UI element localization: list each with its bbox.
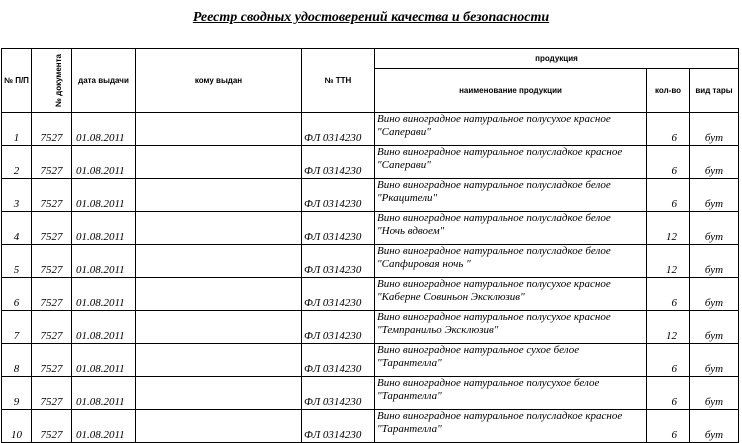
table-row xyxy=(2,410,739,443)
row-packaging: бут xyxy=(690,245,739,278)
row-doc-number: 7527 xyxy=(32,311,72,344)
row-doc-number: 7527 xyxy=(32,245,72,278)
row-quantity: 6 xyxy=(647,146,690,179)
table-row xyxy=(2,245,739,278)
product-name-line-2: "Ркацители" xyxy=(377,192,438,204)
row-packaging: бут xyxy=(690,344,739,377)
row-product-name xyxy=(375,377,647,410)
header-pack: вид тары xyxy=(690,69,739,113)
row-doc-number: 7527 xyxy=(32,113,72,146)
row-packaging: бут xyxy=(690,146,739,179)
row-number: 3 xyxy=(2,179,32,212)
header-row-top xyxy=(2,49,739,69)
row-ttn: ФЛ 0314230 xyxy=(302,146,375,179)
header-issued-to: кому выдан xyxy=(136,49,302,113)
document-title xyxy=(0,10,742,26)
product-name-line-1: Вино виноградное натуральное полусладкое белое xyxy=(377,179,611,191)
product-name-line-1: Вино виноградное натуральное полусухое белое xyxy=(377,377,600,389)
row-packaging: бут xyxy=(690,113,739,146)
table-row xyxy=(2,278,739,311)
row-issued-to xyxy=(136,212,302,245)
product-name-line-2: "Темпранильо Эксклюзив" xyxy=(377,324,499,336)
header-doc-label: № документа xyxy=(54,53,64,108)
row-issued-to xyxy=(136,113,302,146)
row-issue-date: 01.08.2011 xyxy=(72,344,136,377)
header-product-name: наименование продукции xyxy=(375,69,647,113)
product-name-line-1: Вино виноградное натуральное полусухое красное xyxy=(377,278,611,290)
row-product-name xyxy=(375,344,647,377)
product-name-line-1: Вино виноградное натуральное сухое белое xyxy=(377,344,580,356)
row-ttn: ФЛ 0314230 xyxy=(302,212,375,245)
row-number: 10 xyxy=(2,410,32,443)
row-number: 1 xyxy=(2,113,32,146)
header-ttn: № ТТН xyxy=(302,49,375,113)
table-row xyxy=(2,377,739,410)
row-product-name xyxy=(375,146,647,179)
row-issued-to xyxy=(136,179,302,212)
product-name-line-2: "Каберне Совиньон Эксклюзив" xyxy=(377,291,525,303)
row-issued-to xyxy=(136,146,302,179)
row-issue-date: 01.08.2011 xyxy=(72,377,136,410)
row-ttn: ФЛ 0314230 xyxy=(302,113,375,146)
row-number: 7 xyxy=(2,311,32,344)
row-quantity: 12 xyxy=(647,311,690,344)
row-issue-date: 01.08.2011 xyxy=(72,146,136,179)
header-doc xyxy=(32,49,72,113)
row-quantity: 6 xyxy=(647,113,690,146)
row-quantity: 6 xyxy=(647,410,690,443)
row-quantity: 6 xyxy=(647,377,690,410)
row-quantity: 6 xyxy=(647,344,690,377)
row-issued-to xyxy=(136,245,302,278)
product-name-line-2: "Тарантелла" xyxy=(377,390,442,402)
row-issue-date: 01.08.2011 xyxy=(72,245,136,278)
registry-body xyxy=(2,113,739,443)
product-name-line-2: "Сапфировая ночь " xyxy=(377,258,471,270)
row-issued-to xyxy=(136,344,302,377)
row-issue-date: 01.08.2011 xyxy=(72,212,136,245)
product-name-line-1: Вино виноградное натуральное полусухое красное xyxy=(377,311,611,323)
row-issued-to xyxy=(136,278,302,311)
row-doc-number: 7527 xyxy=(32,410,72,443)
row-issue-date: 01.08.2011 xyxy=(72,311,136,344)
registry-table xyxy=(1,48,739,443)
row-ttn: ФЛ 0314230 xyxy=(302,179,375,212)
row-product-name xyxy=(375,179,647,212)
row-product-name xyxy=(375,113,647,146)
row-issue-date: 01.08.2011 xyxy=(72,278,136,311)
product-name-line-1: Вино виноградное натуральное полусладкое красное xyxy=(377,410,623,422)
product-name-line-1: Вино виноградное натуральное полусладкое белое xyxy=(377,212,611,224)
row-product-name xyxy=(375,212,647,245)
header-qty: кол-во xyxy=(647,69,690,113)
row-ttn: ФЛ 0314230 xyxy=(302,410,375,443)
row-ttn: ФЛ 0314230 xyxy=(302,344,375,377)
product-name-line-1: Вино виноградное натуральное полусладкое белое xyxy=(377,245,611,257)
row-packaging: бут xyxy=(690,377,739,410)
table-row xyxy=(2,179,739,212)
row-packaging: бут xyxy=(690,179,739,212)
row-issue-date: 01.08.2011 xyxy=(72,179,136,212)
row-product-name xyxy=(375,245,647,278)
row-doc-number: 7527 xyxy=(32,377,72,410)
row-doc-number: 7527 xyxy=(32,146,72,179)
row-ttn: ФЛ 0314230 xyxy=(302,278,375,311)
product-name-line-2: "Ночь вдвоем" xyxy=(377,225,445,237)
row-issue-date: 01.08.2011 xyxy=(72,113,136,146)
row-number: 9 xyxy=(2,377,32,410)
row-ttn: ФЛ 0314230 xyxy=(302,245,375,278)
row-number: 8 xyxy=(2,344,32,377)
row-packaging: бут xyxy=(690,311,739,344)
row-issued-to xyxy=(136,410,302,443)
row-product-name xyxy=(375,410,647,443)
row-packaging: бут xyxy=(690,410,739,443)
product-name-line-2: "Тарантелла" xyxy=(377,423,442,435)
row-doc-number: 7527 xyxy=(32,212,72,245)
table-row xyxy=(2,344,739,377)
table-row xyxy=(2,311,739,344)
header-num: № П/П xyxy=(2,49,32,113)
row-doc-number: 7527 xyxy=(32,344,72,377)
row-quantity: 12 xyxy=(647,245,690,278)
row-number: 5 xyxy=(2,245,32,278)
product-name-line-1: Вино виноградное натуральное полусухое красное xyxy=(377,113,611,125)
row-doc-number: 7527 xyxy=(32,278,72,311)
table-row xyxy=(2,113,739,146)
row-product-name xyxy=(375,311,647,344)
row-ttn: ФЛ 0314230 xyxy=(302,311,375,344)
row-quantity: 6 xyxy=(647,179,690,212)
row-issued-to xyxy=(136,311,302,344)
product-name-line-1: Вино виноградное натуральное полусладкое красное xyxy=(377,146,623,158)
product-name-line-2: "Саперави" xyxy=(377,126,431,138)
row-issued-to xyxy=(136,377,302,410)
row-product-name xyxy=(375,278,647,311)
row-doc-number: 7527 xyxy=(32,179,72,212)
table-row xyxy=(2,146,739,179)
product-name-line-2: "Саперави" xyxy=(377,159,431,171)
row-number: 6 xyxy=(2,278,32,311)
row-issue-date: 01.08.2011 xyxy=(72,410,136,443)
product-name-line-2: "Тарантелла" xyxy=(377,357,442,369)
row-number: 2 xyxy=(2,146,32,179)
row-number: 4 xyxy=(2,212,32,245)
row-packaging: бут xyxy=(690,278,739,311)
row-packaging: бут xyxy=(690,212,739,245)
row-ttn: ФЛ 0314230 xyxy=(302,377,375,410)
row-quantity: 6 xyxy=(647,278,690,311)
document-title-text: Реестр сводных удостоверений качества и безопасности xyxy=(192,10,550,25)
row-quantity: 12 xyxy=(647,212,690,245)
table-row xyxy=(2,212,739,245)
header-product-group: продукция xyxy=(375,49,739,69)
header-date: дата выдачи xyxy=(72,49,136,113)
